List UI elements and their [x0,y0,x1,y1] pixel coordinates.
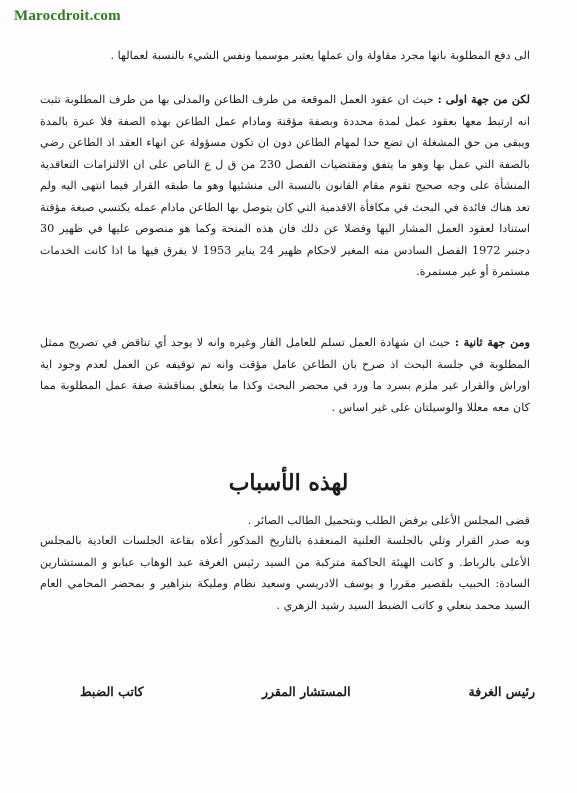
site-watermark: Marocdroit.com [14,8,121,24]
paragraph-second-ground [40,332,530,418]
paragraph-first-ground [40,89,530,283]
paragraph-first-ground-lead: لكن من جهة اولى : [437,92,530,106]
paragraph-composition: وبه صدر القرار وتلي بالجلسة العلنية المنعقدة بالتاريخ المذكور أعلاه بقاعة الجلسات العادية بالمجلس الأعلى بالرباط. و كانت الهيئة الحاكمة متركبة من السيد رئيس الغرفة عبد الوهاب عبابو و المستشارين السادة: الحبيب بلقصير مقررا و يوسف الادريسي وسعيد نظام ومليكة بنزاهير و بمحضر المحامي العام السيد محمد بنعلي و كاتب الضبط السيد رشيد الزهري . [40,534,530,612]
signature-clerk: كاتب الضبط [80,684,144,699]
paragraph-second-ground-body: حيث ان شهادة العمل تسلم للعامل القار وغيره وانه لا يوجد أي تناقض في تصريح ممثل المطلوبة في جلسة البحث اذ صرح بان الطاعن عامل مؤقت وانه تم توقيفه عن العمل لعدم وجود اية اوراش والقرار غير ملزم بسرد ما ورد في محضر البحث وكذا ما يتعلق بمناقشة صفة عمل المطلوبة مما كان معه معللا والوسيلتان على غير اساس . [40,336,530,414]
section-heading: لهذه الأسباب [228,470,349,496]
paragraph-first-ground-body: حيث ان عقود العمل الموقعة من طرف الطاعن والمدلى بها من طرف المطلوبة تثبت انه ارتبط معها بعقود عمل لمدة محددة وبصفة مؤقتة ومادام عمل الطاعن بهذه الصفة فلا عبرة بالمدة ويبقى من حق المشغلة ان تضع حدا لمهام الطاعن دون ان تكون مسؤولة عن انهاء العقد اذ الطاعن رضي بالصفة التي عمل بها وهو ما يتفق ومقتضيات الفصل 230 من ق ل ع الناص على ان الالتزامات التعاقدية المنشأة على وجه صحيح تقوم مقام القانون بالنسبة الى منشئيها وهو ما طبقه القرار فيما انتهى اليه ولم تعد هناك فائدة في البحث في مكافأة الاقدمية التي كان يتوصل بها الطاعن مادام عمله يكتسي صبغة مؤقتة استنادا لعقود العمل المشار اليها وفضلا عن ذلك فان هذه المنحة وكما هو منصوص عليها في ظهير 30 دجنبر 1972 الفصل السادس منه المغير لاحكام ظهير 24 يناير 1953 لا يفرق فيها ما اذا كانت الخدمات مستمرة أو غير مستمرة. [40,93,530,278]
signature-chamber-president: رئيس الغرفة [468,684,535,699]
signature-rapporteur: المستشار المقرر [262,684,351,699]
paragraph-ruling: قضى المجلس الأعلى برفض الطلب وبتحميل الطالب الصائر . [247,514,530,527]
paragraph-second-ground-lead: ومن جهة ثانية : [454,335,530,349]
paragraph-intro: الى دفع المطلوبة بانها مجرد مقاولة وان عملها يعتبر موسميا ونفس الشيء بالنسبة لعمالها . [110,49,530,62]
